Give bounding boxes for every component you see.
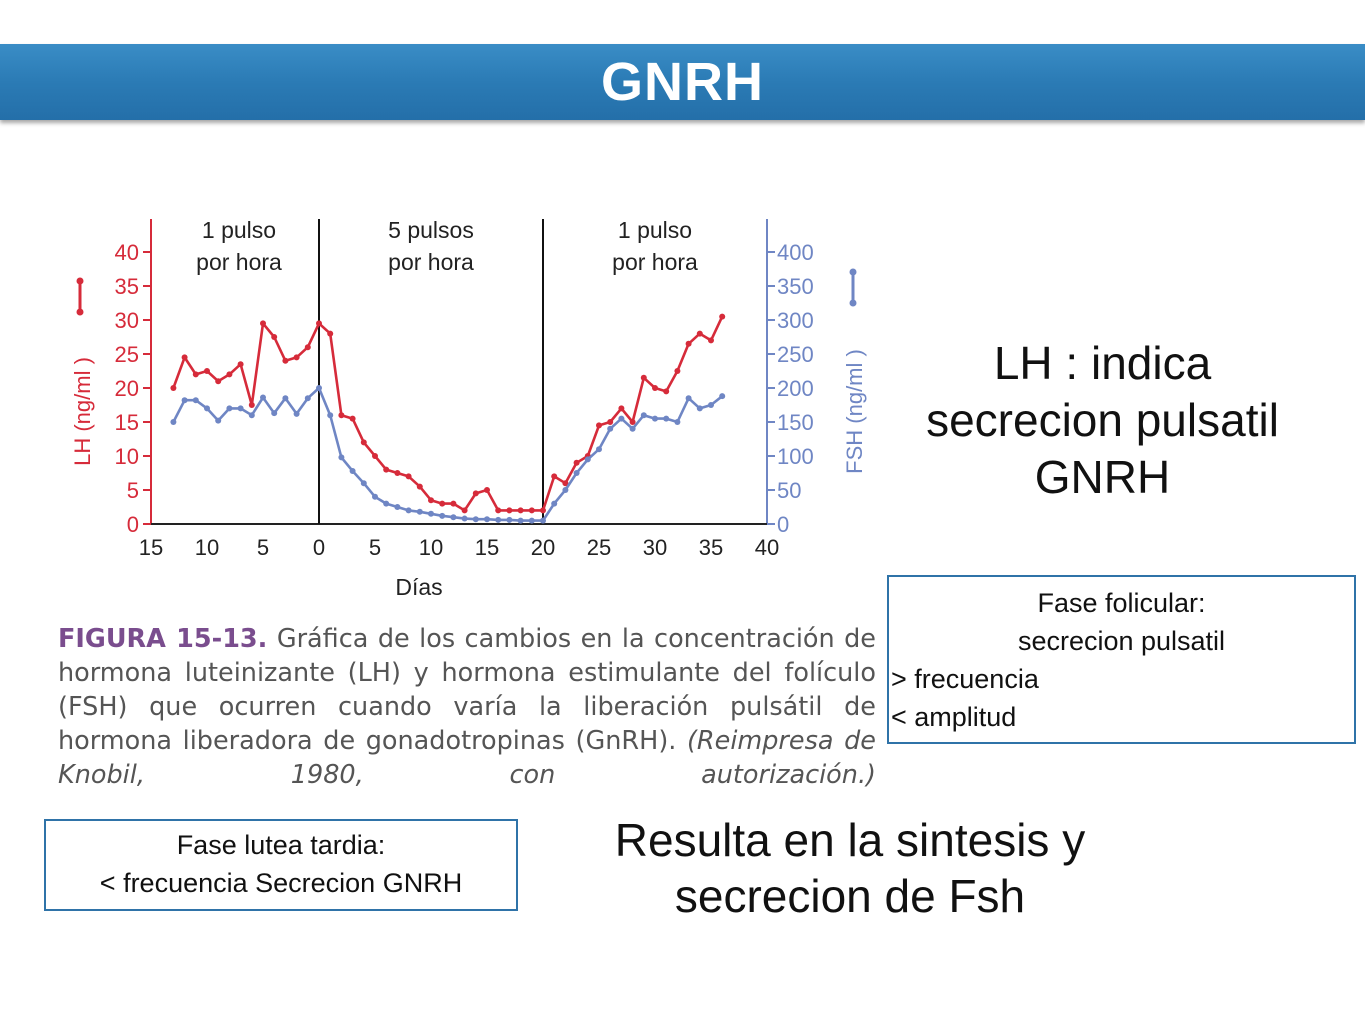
fsh-data-point [394, 504, 400, 510]
fsh-data-point [708, 402, 714, 408]
lh-data-point [484, 487, 490, 493]
lh-data-point [226, 371, 232, 377]
result-line: Resulta en la sintesis y [614, 814, 1086, 866]
x-tick-label: 30 [642, 535, 668, 560]
x-tick-label: 25 [586, 535, 612, 560]
lh-data-point [350, 416, 356, 422]
lh-data-point [338, 412, 344, 418]
follicular-phase-box [887, 575, 1356, 744]
lh-data-point [182, 354, 188, 360]
fsh-data-point [294, 411, 300, 417]
x-tick-label: 15 [474, 535, 500, 560]
lh-note [890, 335, 1315, 506]
fsh-data-point [697, 405, 703, 411]
x-tick-label: 5 [256, 535, 270, 560]
lh-data-point [652, 385, 658, 391]
lh-data-point [618, 405, 624, 411]
fsh-data-point [327, 412, 333, 418]
lh-data-point [249, 402, 255, 408]
fsh-data-point [596, 446, 602, 452]
lh-data-point [294, 354, 300, 360]
fsh-data-point [473, 516, 479, 522]
lh-data-point [271, 334, 277, 340]
left-tick-label: 0 [126, 512, 139, 537]
fsh-data-point [495, 517, 501, 523]
lh-data-point [697, 331, 703, 337]
lh-data-point [630, 419, 636, 425]
lh-data-point [596, 422, 602, 428]
lh-data-point [540, 507, 546, 513]
lh-data-point [686, 341, 692, 347]
left-tick-label: 35 [114, 274, 139, 299]
fsh-series-line [173, 388, 722, 521]
right-tick-label: 100 [777, 444, 814, 469]
left-tick-label: 25 [114, 342, 139, 367]
lh-data-point [708, 337, 714, 343]
lh-data-point [574, 460, 580, 466]
fsh-legend-marker [850, 300, 857, 307]
fsh-data-point [506, 517, 512, 523]
lh-data-point [238, 361, 244, 367]
lh-note-line: LH : indica [993, 337, 1212, 389]
fsh-data-point [249, 412, 255, 418]
right-tick-label: 350 [777, 274, 814, 299]
lh-data-point [282, 358, 288, 364]
fsh-data-point [652, 416, 658, 422]
fsh-data-point [540, 518, 546, 524]
lh-data-point [193, 371, 199, 377]
x-tick-label: 5 [368, 535, 382, 560]
fsh-data-point [630, 426, 636, 432]
lh-data-point [260, 320, 266, 326]
late-luteal-phase-box [44, 819, 518, 911]
fsh-data-point [338, 454, 344, 460]
follicular-box-title: Fase folicular: [1037, 588, 1206, 618]
left-axis-label: LH (ng/ml ) [70, 357, 95, 466]
phase-label: 1 pulso [201, 217, 277, 243]
fsh-data-point [215, 418, 221, 424]
fsh-data-point [350, 468, 356, 474]
phase-label: por hora [388, 249, 474, 275]
fsh-data-point [462, 516, 468, 522]
fsh-data-point [574, 470, 580, 476]
figure-label: FIGURA 15-13. [58, 624, 268, 654]
figure-caption [58, 622, 876, 792]
fsh-data-point [316, 385, 322, 391]
fsh-data-point [271, 410, 277, 416]
result-note [580, 812, 1120, 924]
lh-data-point [305, 344, 311, 350]
fsh-data-point [518, 518, 524, 524]
fsh-data-point [193, 397, 199, 403]
left-tick-label: 30 [114, 308, 139, 333]
left-tick-label: 5 [126, 478, 139, 503]
fsh-data-point [170, 419, 176, 425]
fsh-data-point [686, 395, 692, 401]
phase-label: por hora [196, 249, 282, 275]
lh-data-point [462, 507, 468, 513]
figure-citation: (Reimpresa de Knobil, 1980, con autorización.) [58, 726, 876, 790]
lh-data-point [663, 388, 669, 394]
fsh-data-point [674, 419, 680, 425]
fsh-data-point [439, 513, 445, 519]
lh-data-point [394, 470, 400, 476]
lh-legend-marker [77, 309, 84, 316]
fsh-data-point [663, 416, 669, 422]
fsh-data-point [226, 405, 232, 411]
fsh-data-point [305, 395, 311, 401]
x-tick-label: 10 [194, 535, 220, 560]
page-title: GNRH [601, 52, 764, 112]
lh-data-point [495, 507, 501, 513]
lh-data-point [383, 467, 389, 473]
fsh-data-point [417, 509, 423, 515]
figure-caption-body: Gráfica de los cambios en la concentración de hormona luteinizante (LH) y hormona estimulante del folículo (FSH) que ocurren cuando varía la liberación pulsátil de hormona liberadora de gonadotropinas (GnRH). [58, 624, 876, 756]
lh-data-point [406, 473, 412, 479]
right-tick-label: 250 [777, 342, 814, 367]
lh-data-point [204, 368, 210, 374]
lh-legend-marker [77, 278, 84, 285]
fsh-data-point [238, 405, 244, 411]
left-tick-label: 15 [114, 410, 139, 435]
phase-label: 5 pulsos [388, 217, 474, 243]
fsh-data-point [428, 511, 434, 517]
x-tick-label: 0 [312, 535, 326, 560]
fsh-data-point [551, 501, 557, 507]
fsh-data-point [719, 393, 725, 399]
lh-data-point [327, 331, 333, 337]
right-tick-label: 200 [777, 376, 814, 401]
lh-data-point [518, 507, 524, 513]
left-tick-label: 40 [114, 240, 139, 265]
lh-series-line [173, 317, 722, 511]
fsh-data-point [529, 518, 535, 524]
right-tick-label: 150 [777, 410, 814, 435]
luteal-box-title: Fase lutea tardia: [176, 830, 386, 860]
lh-data-point [372, 453, 378, 459]
lh-data-point [641, 375, 647, 381]
lh-data-point [529, 507, 535, 513]
fsh-data-point [585, 456, 591, 462]
fsh-data-point [260, 395, 266, 401]
result-line: secrecion de Fsh [674, 870, 1026, 922]
lh-data-point [473, 490, 479, 496]
x-tick-label: 15 [138, 535, 164, 560]
follicular-box-line: < amplitud [891, 702, 1017, 732]
lh-data-point [215, 378, 221, 384]
follicular-box-line: > frecuencia [891, 664, 1039, 694]
right-axis-label: FSH (ng/ml ) [842, 349, 867, 474]
right-tick-label: 50 [777, 478, 802, 503]
lh-data-point [417, 484, 423, 490]
fsh-data-point [607, 426, 613, 432]
fsh-legend-marker [850, 269, 857, 276]
fsh-data-point [641, 412, 647, 418]
lh-data-point [551, 473, 557, 479]
fsh-data-point [406, 507, 412, 513]
lh-data-point [674, 368, 680, 374]
lh-fsh-chart [40, 205, 890, 610]
phase-label: por hora [612, 249, 698, 275]
fsh-data-point [282, 395, 288, 401]
fsh-data-point [450, 514, 456, 520]
right-tick-label: 300 [777, 308, 814, 333]
x-tick-label: 40 [754, 535, 780, 560]
fsh-data-point [182, 397, 188, 403]
right-tick-label: 0 [777, 512, 790, 537]
fsh-data-point [383, 501, 389, 507]
fsh-data-point [361, 480, 367, 486]
fsh-data-point [562, 487, 568, 493]
lh-data-point [439, 501, 445, 507]
luteal-box-line: < frecuencia Secrecion GNRH [99, 868, 463, 898]
phase-label: 1 pulso [617, 217, 693, 243]
fsh-data-point [372, 494, 378, 500]
lh-note-line: secrecion pulsatil [926, 394, 1279, 446]
fsh-data-point [618, 416, 624, 422]
lh-data-point [170, 385, 176, 391]
x-axis-label: Días [395, 574, 443, 600]
right-tick-label: 400 [777, 240, 814, 265]
left-tick-label: 10 [114, 444, 139, 469]
lh-data-point [428, 497, 434, 503]
x-tick-label: 10 [418, 535, 444, 560]
lh-note-line: GNRH [1034, 451, 1171, 503]
lh-data-point [719, 314, 725, 320]
fsh-data-point [484, 516, 490, 522]
lh-data-point [316, 320, 322, 326]
lh-data-point [450, 501, 456, 507]
left-tick-label: 20 [114, 376, 139, 401]
lh-data-point [506, 507, 512, 513]
follicular-box-line: secrecion pulsatil [1017, 626, 1226, 656]
fsh-data-point [204, 405, 210, 411]
x-tick-label: 35 [698, 535, 724, 560]
lh-data-point [361, 439, 367, 445]
x-tick-label: 20 [530, 535, 556, 560]
lh-data-point [607, 419, 613, 425]
